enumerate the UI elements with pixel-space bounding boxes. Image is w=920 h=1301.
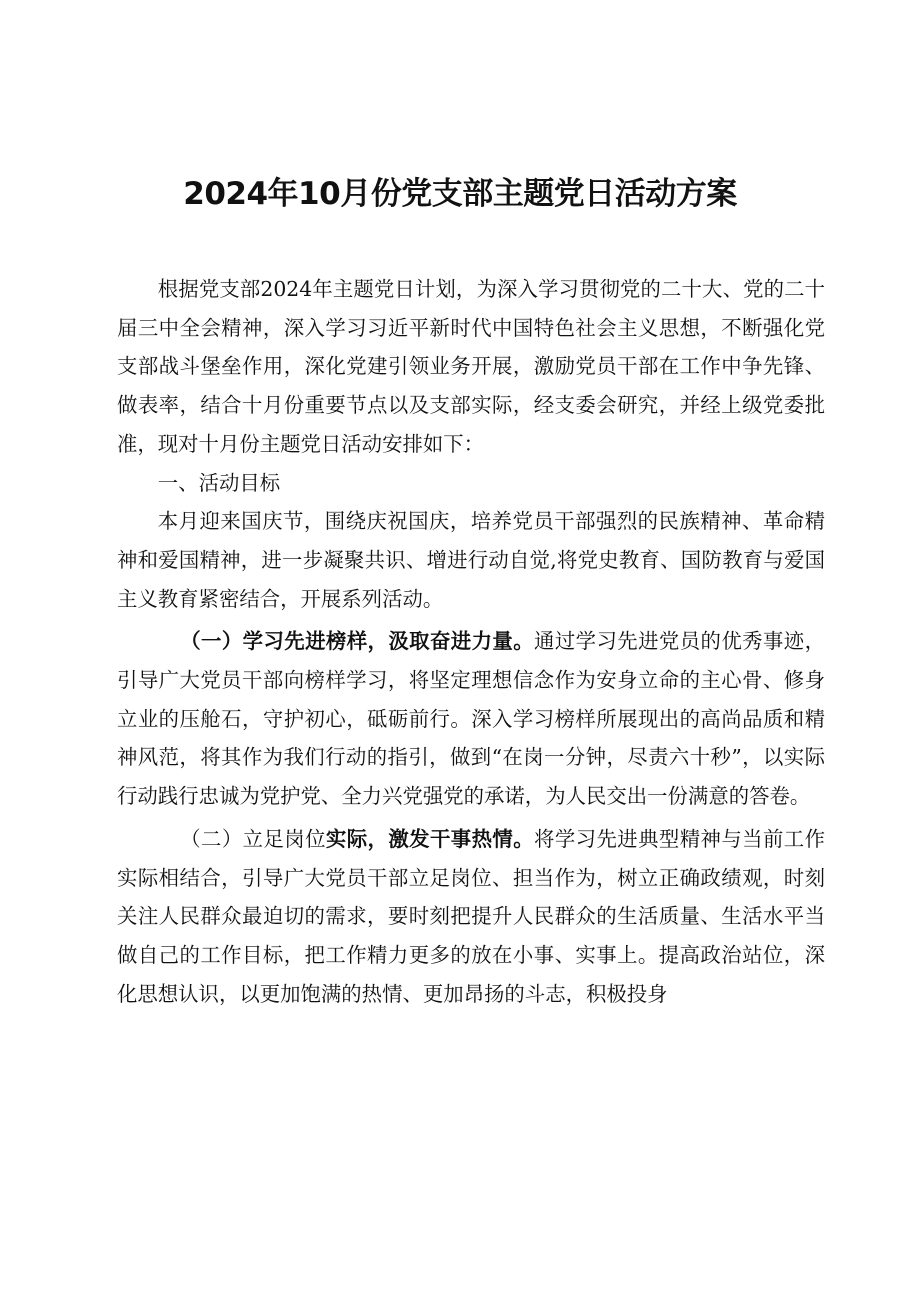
intro-paragraph: 根据党支部2024年主题党日计划，为深入学习贯彻党的二十大、党的二十届三中全会精神，深入学习习近平新时代中国特色社会主义思想，不断强化党支部战斗堡垒作用，深化党建引领业务开展，激励党员干部在工作中争先锋、做表率，结合十月份重要节点以及支部实际，经支委会研究，并经上级党委批准，现对十月份主题党日活动安排如下： <box>117 277 825 456</box>
item-two-lead: 实际，激发干事热情。 <box>325 826 535 851</box>
item-two-text: 将学习先进典型精神与当前工作实际相结合，引导广大党员干部立足岗位、担当作为，树立正确政绩观，时刻关注人民群众最迫切的需求，要时刻把提升人民群众的生活质量、生活水平当做自己的工作目标，把工作精力更多的放在小事、实事上。提高政治站位，深化思想认识，以更加饱满的热情、更加昂扬的斗志，积极投身 <box>117 826 825 1006</box>
goals-paragraph: 本月迎来国庆节，围绕庆祝国庆，培养党员干部强烈的民族精神、革命精神和爱国精神，进一步凝聚共识、增进行动自觉,将党史教育、国防教育与爱国主义教育紧密结合，开展系列活动。 <box>117 509 825 611</box>
section-heading-goals: 一、活动目标 <box>157 470 281 495</box>
item-two-paragraph <box>117 820 825 1014</box>
item-one-lead: （一）学习先进榜样，汲取奋进力量。 <box>180 629 535 654</box>
document-body <box>117 270 825 1013</box>
document-title: 2024年10月份党支部主题党日活动方案 <box>183 176 737 212</box>
item-two-lead-plain: （二）立足岗位 <box>180 826 326 851</box>
item-one-paragraph <box>117 622 825 816</box>
item-one-text: 通过学习先进党员的优秀事迹，引导广大党员干部向榜样学习，将坚定理想信念作为安身立命的主心骨、修身立业的压舱石，守护初心，砥砺前行。深入学习榜样所展现出的高尚品质和精神风范，将其作为我们行动的指引，做到“在岗一分钟，尽责六十秒”，以实际行动践行忠诚为党护党、全力兴党强党的承诺，为人民交出一份满意的答卷。 <box>117 629 825 809</box>
